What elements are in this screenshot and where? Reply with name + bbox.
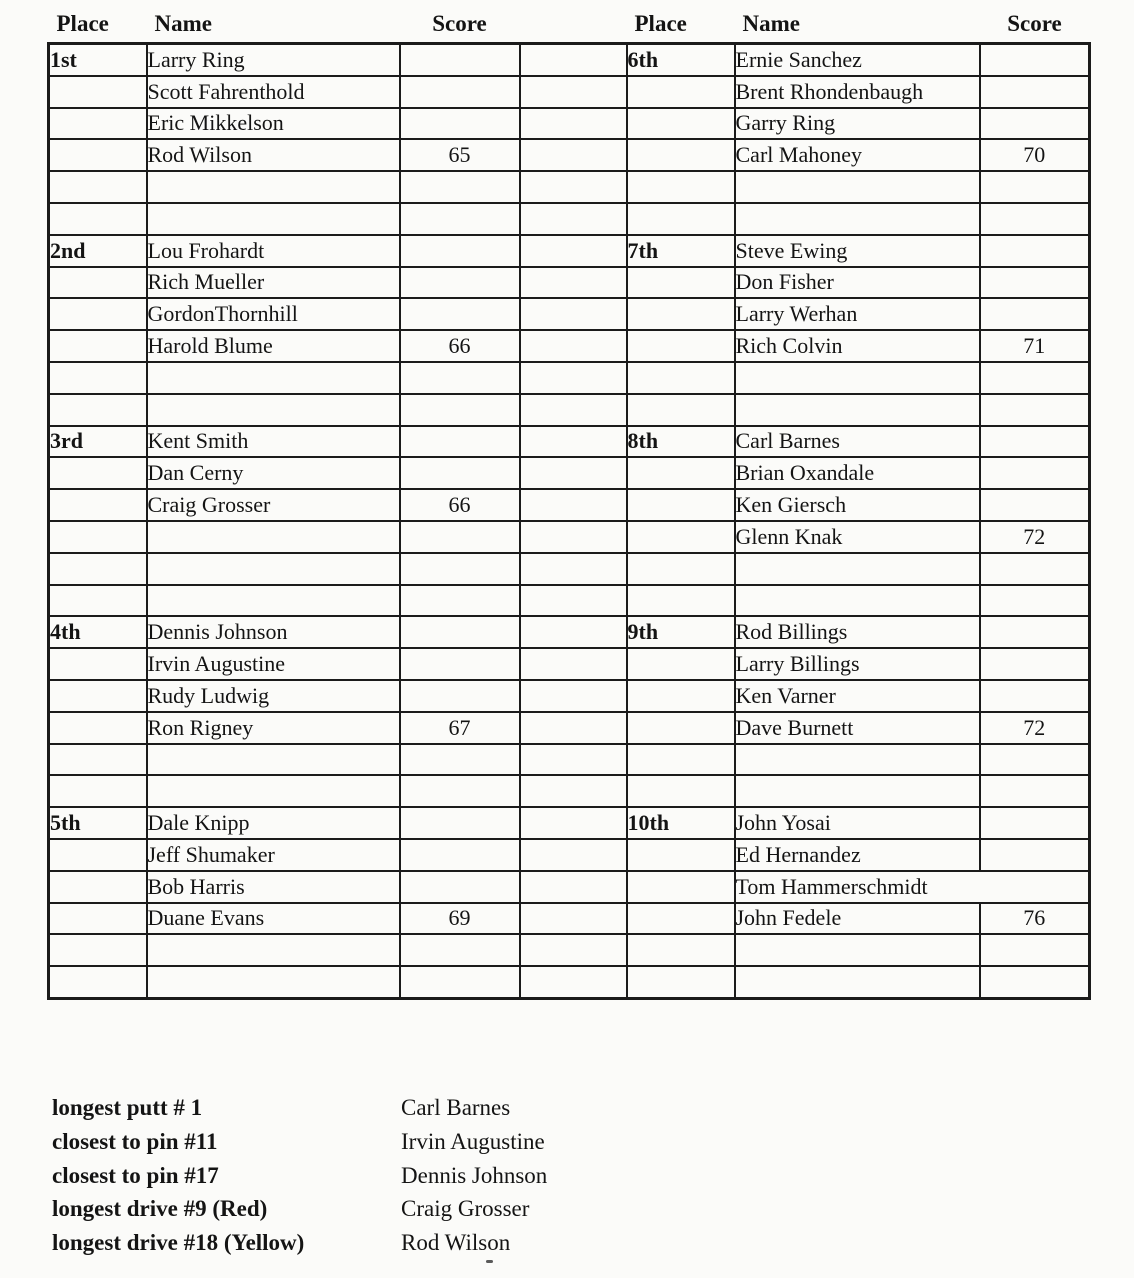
place-cell <box>627 203 735 235</box>
score-cell <box>400 235 520 267</box>
spacer-cell <box>520 966 627 998</box>
award-label: longest drive #18 (Yellow) <box>52 1230 305 1256</box>
name-cell: Kent Smith <box>147 426 400 458</box>
place-cell <box>49 76 147 108</box>
score-cell <box>400 521 520 553</box>
score-cell <box>400 839 520 871</box>
name-cell: Ernie Sanchez <box>735 44 980 76</box>
name-cell <box>147 934 400 966</box>
name-cell: Rod Wilson <box>147 139 400 171</box>
table-row <box>49 171 1090 203</box>
place-cell <box>49 457 147 489</box>
place-cell: 3rd <box>49 426 147 458</box>
score-cell <box>980 839 1090 871</box>
spacer-cell <box>520 680 627 712</box>
spacer-cell <box>520 616 627 648</box>
score-cell <box>980 775 1090 807</box>
table-row <box>49 362 1090 394</box>
score-cell <box>400 616 520 648</box>
table-row <box>49 934 1090 966</box>
place-cell <box>627 267 735 299</box>
spacer-cell <box>520 426 627 458</box>
place-cell <box>627 680 735 712</box>
table-row <box>49 807 1090 839</box>
name-cell <box>735 744 980 776</box>
score-cell <box>400 648 520 680</box>
name-cell: Tom Hammerschmidt <box>735 871 1090 903</box>
score-cell <box>980 934 1090 966</box>
name-cell: Dan Cerny <box>147 457 400 489</box>
header-row <box>49 8 1090 44</box>
spacer-cell <box>520 807 627 839</box>
place-cell <box>49 489 147 521</box>
table-row <box>49 648 1090 680</box>
spacer-cell <box>520 76 627 108</box>
name-cell <box>147 394 400 426</box>
place-cell <box>627 330 735 362</box>
place-cell <box>49 775 147 807</box>
name-cell: Brent Rhondenbaugh <box>735 76 980 108</box>
score-cell <box>980 235 1090 267</box>
name-cell <box>147 171 400 203</box>
score-cell <box>400 585 520 617</box>
score-cell: 69 <box>400 903 520 935</box>
score-cell: 72 <box>980 521 1090 553</box>
name-cell <box>147 775 400 807</box>
score-cell <box>400 934 520 966</box>
place-cell <box>627 585 735 617</box>
name-cell: Dave Burnett <box>735 712 980 744</box>
award-item <box>52 1226 547 1260</box>
name-cell: Jeff Shumaker <box>147 839 400 871</box>
table-row <box>49 744 1090 776</box>
spacer-cell <box>520 44 627 76</box>
award-item <box>52 1159 547 1193</box>
place-cell: 1st <box>49 44 147 76</box>
award-item <box>52 1091 547 1125</box>
score-cell <box>980 362 1090 394</box>
name-cell: Bob Harris <box>147 871 400 903</box>
table-row <box>49 553 1090 585</box>
spacer-cell <box>520 934 627 966</box>
column-header-score-right: Score <box>1007 11 1062 36</box>
place-cell <box>49 680 147 712</box>
score-cell: 72 <box>980 712 1090 744</box>
score-cell <box>980 457 1090 489</box>
table-row <box>49 108 1090 140</box>
scan-artifact-dot <box>486 1260 493 1263</box>
place-cell <box>627 171 735 203</box>
spacer-cell <box>520 330 627 362</box>
place-cell <box>627 648 735 680</box>
table-row <box>49 775 1090 807</box>
results-table-header <box>49 8 1090 44</box>
name-cell: Rich Colvin <box>735 330 980 362</box>
table-row <box>49 235 1090 267</box>
place-cell <box>49 712 147 744</box>
award-label: closest to pin #11 <box>52 1128 218 1154</box>
name-cell: GordonThornhill <box>147 298 400 330</box>
score-cell <box>400 744 520 776</box>
score-cell <box>980 744 1090 776</box>
score-cell <box>400 362 520 394</box>
spacer-cell <box>520 744 627 776</box>
score-cell <box>400 680 520 712</box>
table-row <box>49 426 1090 458</box>
name-cell: Dennis Johnson <box>147 616 400 648</box>
award-winner: Irvin Augustine <box>401 1128 545 1154</box>
score-cell <box>980 108 1090 140</box>
score-cell <box>400 457 520 489</box>
name-cell: Garry Ring <box>735 108 980 140</box>
place-cell <box>627 934 735 966</box>
score-cell <box>400 426 520 458</box>
award-winner: Dennis Johnson <box>401 1162 548 1188</box>
score-cell <box>980 171 1090 203</box>
score-cell <box>980 585 1090 617</box>
name-cell: Carl Mahoney <box>735 139 980 171</box>
score-cell <box>980 616 1090 648</box>
table-row <box>49 203 1090 235</box>
name-cell: Larry Werhan <box>735 298 980 330</box>
place-cell <box>49 648 147 680</box>
place-cell <box>49 871 147 903</box>
score-cell <box>400 44 520 76</box>
name-cell <box>147 585 400 617</box>
place-cell <box>49 203 147 235</box>
spacer-cell <box>520 394 627 426</box>
place-cell: 5th <box>49 807 147 839</box>
place-cell <box>627 362 735 394</box>
name-cell <box>147 744 400 776</box>
name-cell <box>735 171 980 203</box>
award-label: longest putt # 1 <box>52 1095 203 1120</box>
table-row <box>49 903 1090 935</box>
place-cell <box>627 712 735 744</box>
score-cell <box>980 680 1090 712</box>
score-cell <box>980 489 1090 521</box>
place-cell <box>627 394 735 426</box>
name-cell <box>147 362 400 394</box>
score-cell <box>980 966 1090 998</box>
name-cell: Eric Mikkelson <box>147 108 400 140</box>
place-cell <box>627 521 735 553</box>
column-header-name-left: Name <box>154 11 212 36</box>
award-winner: Rod Wilson <box>401 1230 511 1256</box>
spacer-cell <box>520 585 627 617</box>
name-cell <box>147 553 400 585</box>
score-cell <box>400 775 520 807</box>
place-cell <box>627 457 735 489</box>
place-cell <box>627 108 735 140</box>
name-cell: Carl Barnes <box>735 426 980 458</box>
spacer-cell <box>520 203 627 235</box>
name-cell <box>147 966 400 998</box>
column-header-score-left: Score <box>432 11 487 36</box>
place-cell <box>627 139 735 171</box>
results-table <box>47 8 1091 1000</box>
spacer-cell <box>520 839 627 871</box>
score-cell <box>400 108 520 140</box>
spacer-cell <box>520 903 627 935</box>
name-cell <box>735 585 980 617</box>
place-cell <box>627 489 735 521</box>
place-cell <box>49 108 147 140</box>
place-cell <box>627 903 735 935</box>
name-cell: John Yosai <box>735 807 980 839</box>
place-cell <box>49 744 147 776</box>
place-cell <box>49 171 147 203</box>
place-cell <box>49 139 147 171</box>
name-cell <box>147 203 400 235</box>
table-row <box>49 298 1090 330</box>
name-cell: Ken Varner <box>735 680 980 712</box>
score-cell <box>400 267 520 299</box>
place-cell <box>627 76 735 108</box>
table-row <box>49 712 1090 744</box>
score-cell <box>980 44 1090 76</box>
name-cell: Harold Blume <box>147 330 400 362</box>
score-cell: 76 <box>980 903 1090 935</box>
spacer-cell <box>520 108 627 140</box>
score-cell <box>400 298 520 330</box>
table-row <box>49 139 1090 171</box>
name-cell: Steve Ewing <box>735 235 980 267</box>
score-cell <box>980 648 1090 680</box>
name-cell: Rich Mueller <box>147 267 400 299</box>
score-cell <box>400 171 520 203</box>
name-cell: Dale Knipp <box>147 807 400 839</box>
name-cell <box>735 553 980 585</box>
table-row <box>49 966 1090 998</box>
place-cell: 8th <box>627 426 735 458</box>
table-row <box>49 521 1090 553</box>
place-cell <box>49 934 147 966</box>
table-row <box>49 394 1090 426</box>
table-row <box>49 489 1090 521</box>
score-cell <box>980 807 1090 839</box>
table-row <box>49 76 1090 108</box>
name-cell: Rudy Ludwig <box>147 680 400 712</box>
column-header-spacer <box>520 8 627 44</box>
table-row <box>49 330 1090 362</box>
table-row <box>49 457 1090 489</box>
spacer-cell <box>520 362 627 394</box>
award-winner: Craig Grosser <box>401 1196 530 1222</box>
awards-section <box>52 1091 547 1260</box>
score-cell: 67 <box>400 712 520 744</box>
place-cell <box>49 521 147 553</box>
score-cell <box>400 966 520 998</box>
spacer-cell <box>520 712 627 744</box>
place-cell <box>627 744 735 776</box>
place-cell <box>49 330 147 362</box>
score-cell <box>980 76 1090 108</box>
name-cell: Irvin Augustine <box>147 648 400 680</box>
score-cell <box>980 394 1090 426</box>
column-header-place-left: Place <box>56 11 109 36</box>
spacer-cell <box>520 298 627 330</box>
name-cell: Lou Frohardt <box>147 235 400 267</box>
award-label: longest drive #9 (Red) <box>52 1196 268 1222</box>
name-cell: Larry Ring <box>147 44 400 76</box>
name-cell: Rod Billings <box>735 616 980 648</box>
place-cell: 4th <box>49 616 147 648</box>
place-cell <box>627 871 735 903</box>
award-item <box>52 1125 547 1159</box>
score-cell <box>400 76 520 108</box>
place-cell: 2nd <box>49 235 147 267</box>
spacer-cell <box>520 648 627 680</box>
place-cell <box>49 267 147 299</box>
score-cell <box>980 203 1090 235</box>
table-row <box>49 616 1090 648</box>
name-cell: Scott Fahrenthold <box>147 76 400 108</box>
name-cell: Duane Evans <box>147 903 400 935</box>
place-cell <box>49 966 147 998</box>
table-row <box>49 585 1090 617</box>
score-cell <box>400 394 520 426</box>
place-cell: 7th <box>627 235 735 267</box>
spacer-cell <box>520 139 627 171</box>
table-row <box>49 839 1090 871</box>
table-row <box>49 267 1090 299</box>
name-cell <box>735 966 980 998</box>
place-cell <box>627 553 735 585</box>
place-cell <box>49 553 147 585</box>
column-header-place-right: Place <box>634 11 687 36</box>
place-cell <box>627 775 735 807</box>
name-cell: Craig Grosser <box>147 489 400 521</box>
place-cell <box>627 298 735 330</box>
column-header-name-right: Name <box>742 11 800 36</box>
name-cell: Larry Billings <box>735 648 980 680</box>
spacer-cell <box>520 553 627 585</box>
score-cell <box>980 426 1090 458</box>
score-cell <box>400 203 520 235</box>
results-table-body <box>49 44 1090 999</box>
score-cell <box>400 871 520 903</box>
place-cell: 6th <box>627 44 735 76</box>
place-cell <box>49 839 147 871</box>
place-cell <box>627 966 735 998</box>
place-cell <box>49 362 147 394</box>
score-cell: 71 <box>980 330 1090 362</box>
table-row <box>49 44 1090 76</box>
place-cell: 9th <box>627 616 735 648</box>
name-cell: Ken Giersch <box>735 489 980 521</box>
name-cell <box>147 521 400 553</box>
spacer-cell <box>520 489 627 521</box>
award-item <box>52 1192 547 1226</box>
name-cell: John Fedele <box>735 903 980 935</box>
place-cell <box>49 394 147 426</box>
name-cell: Brian Oxandale <box>735 457 980 489</box>
name-cell: Ron Rigney <box>147 712 400 744</box>
name-cell <box>735 203 980 235</box>
spacer-cell <box>520 267 627 299</box>
place-cell <box>49 585 147 617</box>
table-row <box>49 680 1090 712</box>
spacer-cell <box>520 871 627 903</box>
score-cell: 70 <box>980 139 1090 171</box>
name-cell <box>735 362 980 394</box>
spacer-cell <box>520 235 627 267</box>
place-cell <box>49 903 147 935</box>
award-label: closest to pin #17 <box>52 1162 219 1188</box>
score-cell: 66 <box>400 330 520 362</box>
spacer-cell <box>520 521 627 553</box>
name-cell: Glenn Knak <box>735 521 980 553</box>
place-cell: 10th <box>627 807 735 839</box>
name-cell <box>735 934 980 966</box>
spacer-cell <box>520 171 627 203</box>
spacer-cell <box>520 775 627 807</box>
spacer-cell <box>520 457 627 489</box>
name-cell: Don Fisher <box>735 267 980 299</box>
name-cell <box>735 394 980 426</box>
score-cell <box>980 298 1090 330</box>
place-cell <box>49 298 147 330</box>
score-cell <box>980 553 1090 585</box>
score-cell: 66 <box>400 489 520 521</box>
score-cell <box>980 267 1090 299</box>
award-winner: Carl Barnes <box>401 1095 511 1120</box>
place-cell <box>627 839 735 871</box>
score-cell: 65 <box>400 139 520 171</box>
name-cell <box>735 775 980 807</box>
score-cell <box>400 553 520 585</box>
table-row <box>49 871 1090 903</box>
score-cell <box>400 807 520 839</box>
name-cell: Ed Hernandez <box>735 839 980 871</box>
